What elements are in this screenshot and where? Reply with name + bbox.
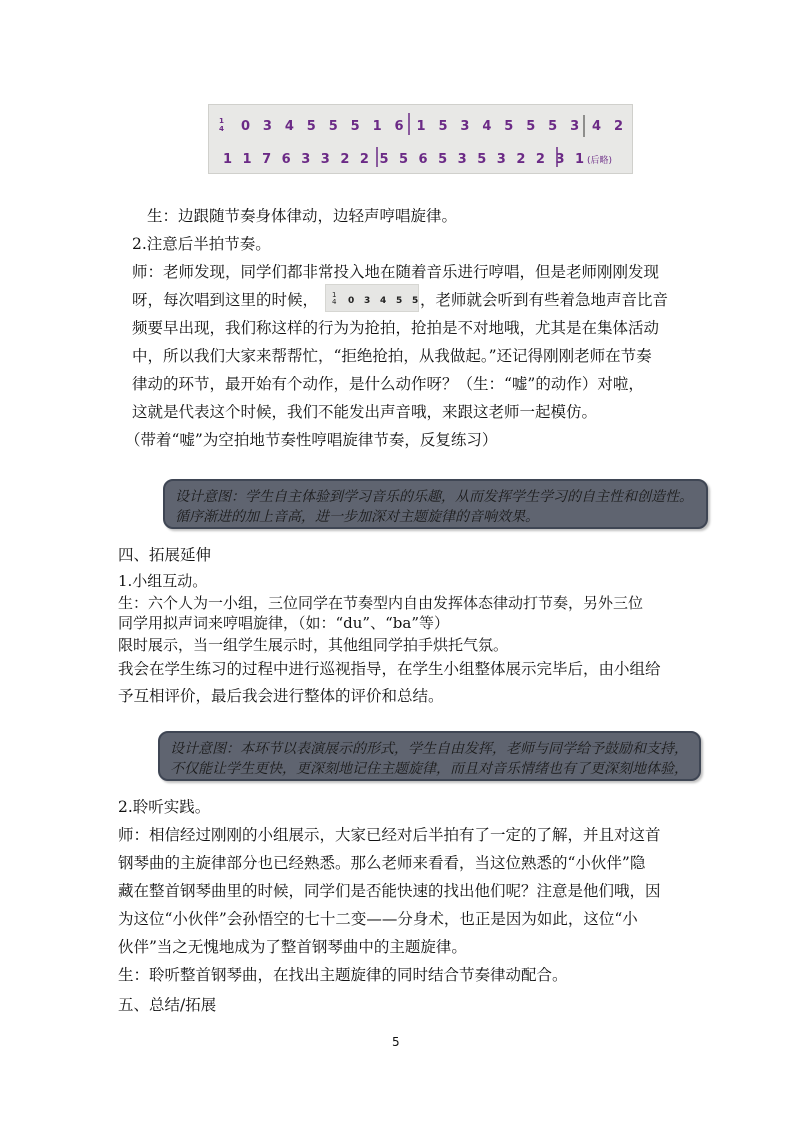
note-digit: 3: [460, 119, 470, 134]
note-line: 设计意图：学生自主体验到学习音乐的乐趣，从而发挥学生学习的自主性和创造性。: [175, 489, 693, 505]
note-digit: 5: [412, 296, 418, 306]
note-digit: 2: [340, 152, 350, 167]
time-signature-bottom: 4: [219, 124, 224, 133]
note-digit: 5: [477, 152, 487, 167]
note-digit: 6: [418, 152, 428, 167]
text-line: （带着“嘘”为空拍地节奏性哼唱旋律节奏，反复练习）: [125, 431, 498, 449]
note-line: 不仅能让学生更快，更深刻地记住主题旋律，而且对音乐情绪也有了更深刻地体验，: [170, 761, 688, 777]
subheading-1: 1.小组互动。: [118, 572, 208, 590]
note-digit: 1: [223, 152, 233, 167]
note-digit: 4: [380, 296, 387, 306]
note-digit: 5: [396, 296, 403, 306]
note-digit: 3: [570, 119, 580, 134]
note-digit: 7: [262, 152, 272, 167]
text-line: 伙伴”当之无愧地成为了整首钢琴曲中的主题旋律。: [118, 938, 467, 956]
music-notation-image: [208, 104, 633, 174]
text-line: 呀，每次唱到这里的时候，: [132, 291, 319, 309]
note-digit: 3: [320, 152, 330, 167]
text-line: 这就是代表这个时候，我们不能发出声音哦，来跟这老师一起模仿。: [132, 403, 598, 421]
design-intent-box-1: [163, 479, 708, 529]
note-digit: 3: [496, 152, 506, 167]
notation-row-1: [219, 116, 623, 134]
note-digit: 5: [328, 119, 338, 134]
note-digit: 4: [482, 119, 492, 134]
note-digit: 1: [416, 119, 426, 134]
text-line: 师：相信经过刚刚的小组展示，大家已经对后半拍有了一定的了解，并且对这首: [118, 826, 661, 844]
note-digit: 4: [284, 119, 294, 134]
note-digit: 2: [516, 152, 526, 167]
text-line: 师：老师发现，同学们都非常投入地在随着音乐进行哼唱，但是老师刚刚发现: [132, 263, 660, 281]
note-digit: 5: [438, 119, 448, 134]
text-line: 为这位“小伙伴”会孙悟空的七十二变——分身术，也正是因为如此，这位“小: [118, 910, 638, 928]
note-digit: 6: [281, 152, 291, 167]
text-line: 同学用拟声词来哼唱旋律，（如：“du”、“ba”等）: [118, 614, 449, 632]
subheading-2b: 2.聆听实践。: [118, 798, 211, 816]
note-digit: 1: [372, 119, 382, 134]
text-line: 藏在整首钢琴曲里的时候，同学们是否能快速的找出他们呢？注意是他们哦，因: [118, 882, 661, 900]
note-digit: 3: [364, 296, 371, 306]
note-digit: 5: [438, 152, 448, 167]
note-digit: 1: [242, 152, 252, 167]
note-digit: 2: [535, 152, 545, 167]
text-line: 我会在学生练习的过程中进行巡视指导，在学生小组整体展示完毕后，由小组给: [118, 660, 661, 678]
inline-notation-image: [325, 284, 419, 312]
text-line: 律动的环节，最开始有个动作，是什么动作呀？（生：“嘘”的动作）对啦，: [132, 375, 644, 393]
notation-row-2: [223, 152, 584, 167]
note-digit: 3: [457, 152, 467, 167]
note-digit: 5: [548, 119, 558, 134]
text-line: 钢琴曲的主旋律部分也已经熟悉。那么老师来看看，当这位熟悉的“小伙伴”隐: [118, 854, 646, 872]
page-number: 5: [392, 1035, 400, 1049]
design-intent-box-2: [158, 731, 701, 781]
note-digit: 4: [592, 119, 602, 134]
text-line: 中，所以我们大家来帮帮忙，“拒绝抢拍，从我做起。”还记得刚刚老师在节奏: [132, 347, 652, 365]
text-line: 生：边跟随节奏身体律动，边轻声哼唱旋律。: [147, 207, 458, 225]
text-line: 生：聆听整首钢琴曲，在找出主题旋律的同时结合节奏律动配合。: [118, 966, 568, 984]
note-line: 循序渐进的加上音高，进一步加深对主题旋律的音响效果。: [175, 509, 539, 525]
section-heading-5: 五、总结/拓展: [118, 996, 217, 1014]
note-digit: 3: [301, 152, 311, 167]
text-line: 频要早出现，我们称这样的行为为抢拍，抢拍是不对地哦，尤其是在集体活动: [132, 319, 660, 337]
note-digit: 0: [240, 119, 250, 134]
note-digit: 1: [575, 152, 585, 167]
note-digit: 2: [359, 152, 369, 167]
time-signature-top: 1: [219, 116, 224, 125]
text-line: 限时展示，当一组学生展示时，其他组同学拍手烘托气氛。: [118, 636, 509, 654]
note-digit: 2: [614, 119, 624, 134]
section-heading-4: 四、拓展延伸: [118, 546, 212, 564]
note-digit: 0: [348, 296, 355, 306]
note-digit: 6: [394, 119, 404, 134]
time-signature-top: 1: [332, 291, 337, 299]
omitted-label: (后略): [587, 156, 613, 166]
text-line: 生：六个人为一小组，三位同学在节奏型内自由发挥体态律动打节奏，另外三位: [118, 594, 644, 612]
note-digit: 3: [262, 119, 272, 134]
time-signature-bottom: 4: [332, 298, 337, 306]
note-line: 设计意图：本环节以表演展示的形式，学生自由发挥，老师与同学给予鼓励和支持，: [170, 741, 688, 757]
note-digit: 5: [504, 119, 514, 134]
note-digit: 5: [379, 152, 389, 167]
note-digit: 5: [399, 152, 409, 167]
note-digit: 5: [306, 119, 316, 134]
subheading-2: 2.注意后半拍节奏。: [132, 235, 271, 253]
note-digit: 5: [350, 119, 360, 134]
note-digit: 5: [526, 119, 536, 134]
notation-svg: [209, 105, 632, 173]
text-line: ，老师就会听到有些着急地声音比音: [420, 291, 669, 309]
note-digit: 3: [555, 152, 565, 167]
text-line: 予互相评价，最后我会进行整体的评价和总结。: [118, 687, 444, 705]
